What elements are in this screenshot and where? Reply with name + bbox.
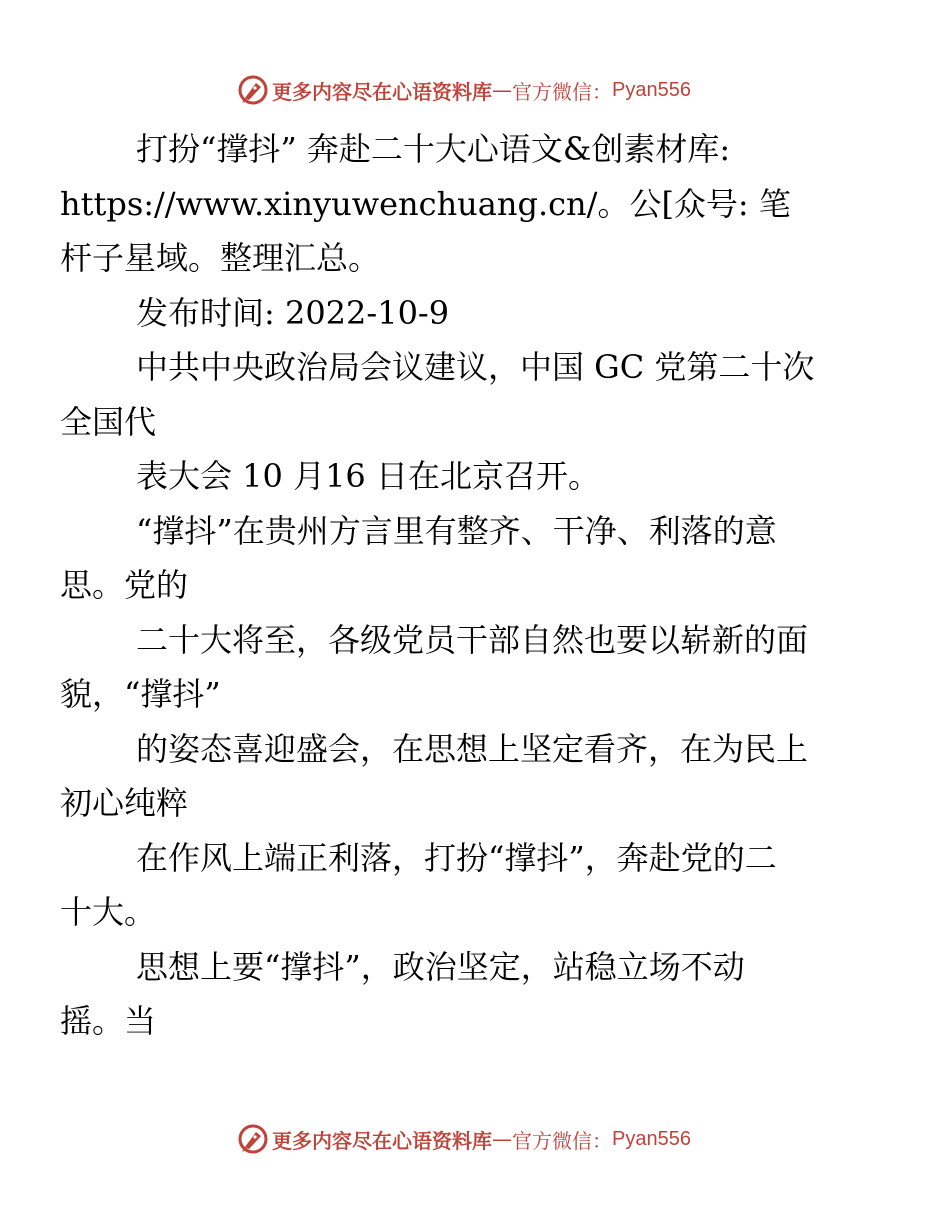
- text-line: 二十大将至，各级党员干部自然也要以崭新的面: [136, 620, 809, 659]
- text-line: 发布时间: 2022-10-9: [136, 293, 450, 332]
- banner-wechat-label: 官方微信：: [512, 79, 612, 104]
- paragraph: [60, 722, 858, 831]
- text-line: 思。党的: [60, 566, 189, 604]
- text-line: 表大会 10 月16 日在北京召开。: [136, 457, 600, 495]
- banner-site-text: 更多内容尽在心语资料库: [272, 1128, 492, 1153]
- text-line: 初心纯粹: [60, 784, 189, 822]
- text-line: 貌，“撑抖”: [60, 675, 221, 713]
- document-body: [60, 122, 858, 1049]
- text-line: 的姿态喜迎盛会，在思想上坚定看齐，在为民上: [136, 729, 809, 768]
- text-line: 全国代: [60, 402, 157, 441]
- banner-wechat-label: 官方微信：: [512, 1128, 612, 1153]
- banner-wechat-id: Pyan556: [612, 1127, 691, 1150]
- banner-site-text: 更多内容尽在心语资料库: [272, 79, 492, 104]
- banner-wechat-id: Pyan556: [612, 78, 691, 101]
- paragraph: [98, 286, 858, 341]
- text-line: 打扮“撑抖” 奔赴二十大心语文&创素材库:: [136, 130, 731, 168]
- text-line: 在作风上端正利落，打扮“撑抖”，奔赴党的二: [136, 838, 777, 877]
- footer-banner[interactable]: [236, 1122, 716, 1156]
- text-line: 思想上要“撑抖”，政治坚定，站稳立场不动: [136, 947, 745, 986]
- paragraph: [60, 340, 858, 449]
- paragraph: [60, 940, 858, 1049]
- pen-nib-logo-icon: [236, 73, 270, 107]
- paragraph: [60, 831, 858, 940]
- text-line: “撑抖”在贵州方言里有整齐、干净、利落的意: [136, 511, 777, 550]
- paragraph: [98, 449, 858, 504]
- pen-nib-logo-icon: [236, 1122, 270, 1156]
- paragraph: [60, 613, 858, 722]
- paragraph: [60, 122, 858, 286]
- paragraph: [60, 504, 858, 613]
- text-line: 杆子星域。整理汇总。: [60, 239, 381, 277]
- text-line: 十大。: [60, 893, 157, 931]
- text-line: 摇。当: [60, 1002, 157, 1040]
- text-line: https://www.xinyuwenchuang.cn/。公[众号: 笔: [60, 184, 791, 223]
- text-line: 中共中央政治局会议建议，中国 GC 党第二十次: [136, 348, 815, 386]
- banner-dash: —: [492, 1127, 512, 1151]
- banner-dash: —: [492, 78, 512, 102]
- header-banner[interactable]: [236, 73, 716, 107]
